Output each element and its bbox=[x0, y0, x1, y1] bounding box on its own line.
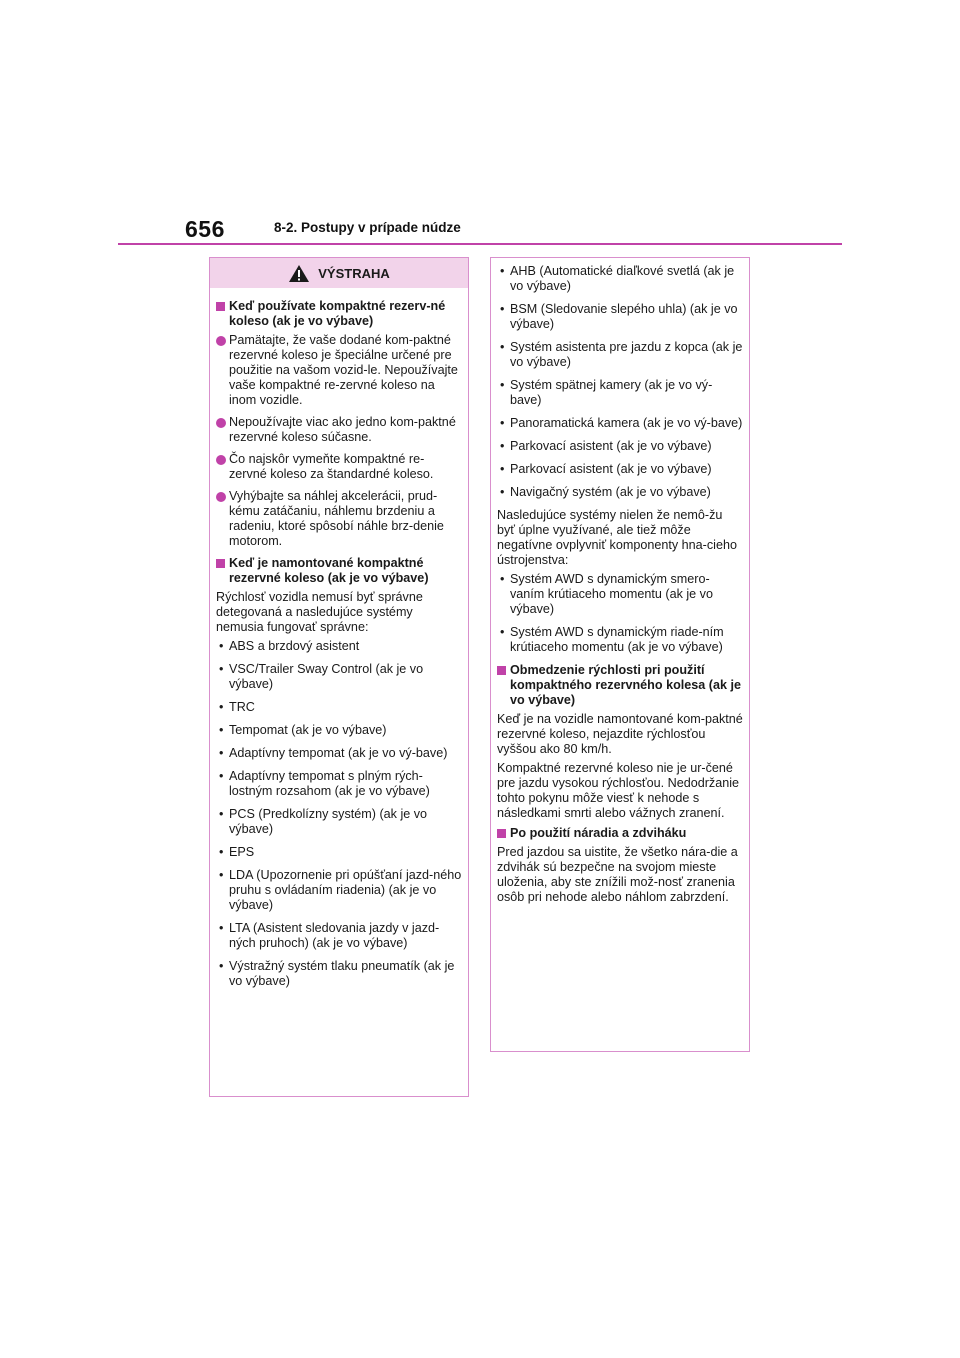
dot-item: Pamätajte, že vaše dodané kom-paktné rezervné koleso je špeciálne určené pre použitie na vašom vozid-le. Nepoužívajte vaše kompaktné re-zervné koleso na inom vozidle. bbox=[216, 333, 462, 408]
bullet-item: • Panoramatická kamera (ak je vo vý-bave) bbox=[500, 416, 743, 430]
warning-box-left bbox=[209, 257, 469, 1097]
bullet-item: • Adaptívny tempomat s plným rých-lostným rozsahom (ak je vo výbave) bbox=[219, 769, 430, 798]
bullet-item: • Systém spätnej kamery (ak je vo vý-bave) bbox=[500, 378, 713, 407]
dot-item: Čo najskôr vymeňte kompaktné re-zervné koleso za štandardné koleso. bbox=[216, 452, 462, 482]
bullet-item: • Parkovací asistent (ak je vo výbave) bbox=[500, 462, 712, 476]
warning-content-left bbox=[210, 288, 468, 989]
dot-marker bbox=[216, 455, 226, 465]
bullet-item: • Parkovací asistent (ak je vo výbave) bbox=[500, 439, 712, 453]
subheading: Obmedzenie rýchlosti pri použití kompaktného rezervného kolesa (ak je vo výbave) bbox=[497, 663, 743, 708]
paragraph: Nasledujúce systémy nielen že nemô-žu byť úplne využívané, ale tiež môže negatívne ovplyvniť komponenty hna-cieho ústrojenstva: bbox=[497, 508, 737, 567]
bullet-item: • Systém asistenta pre jazdu z kopca (ak je vo výbave) bbox=[500, 340, 743, 369]
dot-marker bbox=[216, 336, 226, 346]
bullet-item: • Navigačný systém (ak je vo výbave) bbox=[500, 485, 711, 499]
paragraph: Rýchlosť vozidla nemusí byť správne detegovaná a nasledujúce systémy nemusia fungovať správne: bbox=[216, 590, 423, 634]
bullet-item: • AHB (Automatické diaľkové svetlá (ak je vo výbave) bbox=[500, 264, 735, 293]
paragraph: Pred jazdou sa uistite, že všetko nára-die a zdvihák sú bezpečne na svojom mieste uloženia, aby ste znížili mož-nosť zranenia osôb pri nehode alebo náhlom zabrzdení. bbox=[497, 845, 738, 904]
square-marker bbox=[497, 666, 506, 675]
page-number: 656 bbox=[185, 216, 225, 242]
dot-item: Vyhýbajte sa náhlej akcelerácii, prud-kému zatáčaniu, náhlemu brzdeniu a radeniu, ktoré spôsobí náhle brz-denie motorom. bbox=[216, 489, 462, 549]
bullet-item: • Adaptívny tempomat (ak je vo vý-bave) bbox=[219, 746, 448, 760]
subheading: Po použití náradia a zdviháku bbox=[497, 826, 743, 841]
dot-item: Nepoužívajte viac ako jedno kom-paktné rezervné koleso súčasne. bbox=[216, 415, 462, 445]
bullet-item: • EPS bbox=[219, 845, 255, 859]
warning-content-right bbox=[491, 258, 749, 905]
warning-header bbox=[210, 258, 468, 288]
warning-title: VÝSTRAHA bbox=[318, 265, 390, 281]
subheading: Keď používate kompaktné rezerv-né koleso (ak je vo výbave) bbox=[216, 299, 462, 329]
warning-box-right bbox=[490, 257, 750, 1052]
bullet-item: • LDA (Upozornenie pri opúšťaní jazd-ného pruhu s ovládaním riadenia) (ak je vo výbave) bbox=[219, 868, 462, 912]
paragraph: Keď je na vozidle namontované kom-paktné rezervné koleso, nejazdite rýchlosťou vyššou ako 80 km/h. bbox=[497, 712, 743, 756]
section-title: 8-2. Postupy v prípade núdze bbox=[274, 220, 461, 235]
subheading: Keď je namontované kompaktné rezervné koleso (ak je vo výbave) bbox=[216, 556, 462, 586]
bullet-item: • BSM (Sledovanie slepého uhla) (ak je vo výbave) bbox=[500, 302, 738, 331]
bullet-item: • PCS (Predkolízny systém) (ak je vo výbave) bbox=[219, 807, 428, 836]
square-marker bbox=[216, 302, 225, 311]
bullet-item: • Výstražný systém tlaku pneumatík (ak je vo výbave) bbox=[219, 959, 455, 988]
bullet-item: • Systém AWD s dynamickým smero-vaním krútiaceho momentu (ak je vo výbave) bbox=[500, 572, 713, 616]
header-rule bbox=[118, 243, 842, 245]
bullet-item: • TRC bbox=[219, 700, 255, 714]
paragraph: Kompaktné rezervné koleso nie je ur-čené pre jazdu vysokou rýchlosťou. Nedodržanie tohto pokynu môže viesť k nehode s následkami smrti alebo vážnych zranení. bbox=[497, 761, 740, 820]
bullet-item: • ABS a brzdový asistent bbox=[219, 639, 360, 653]
square-marker bbox=[216, 559, 225, 568]
dot-marker bbox=[216, 492, 226, 502]
bullet-item: • Systém AWD s dynamickým riade-ním krútiaceho momentu (ak je vo výbave) bbox=[500, 625, 724, 654]
square-marker bbox=[497, 829, 506, 838]
dot-marker bbox=[216, 418, 226, 428]
bullet-item: • LTA (Asistent sledovania jazdy v jazd-ných pruhoch) (ak je vo výbave) bbox=[219, 921, 440, 950]
warning-triangle-icon bbox=[288, 264, 310, 283]
bullet-item: • VSC/Trailer Sway Control (ak je vo výbave) bbox=[219, 662, 424, 691]
bullet-item: • Tempomat (ak je vo výbave) bbox=[219, 723, 387, 737]
